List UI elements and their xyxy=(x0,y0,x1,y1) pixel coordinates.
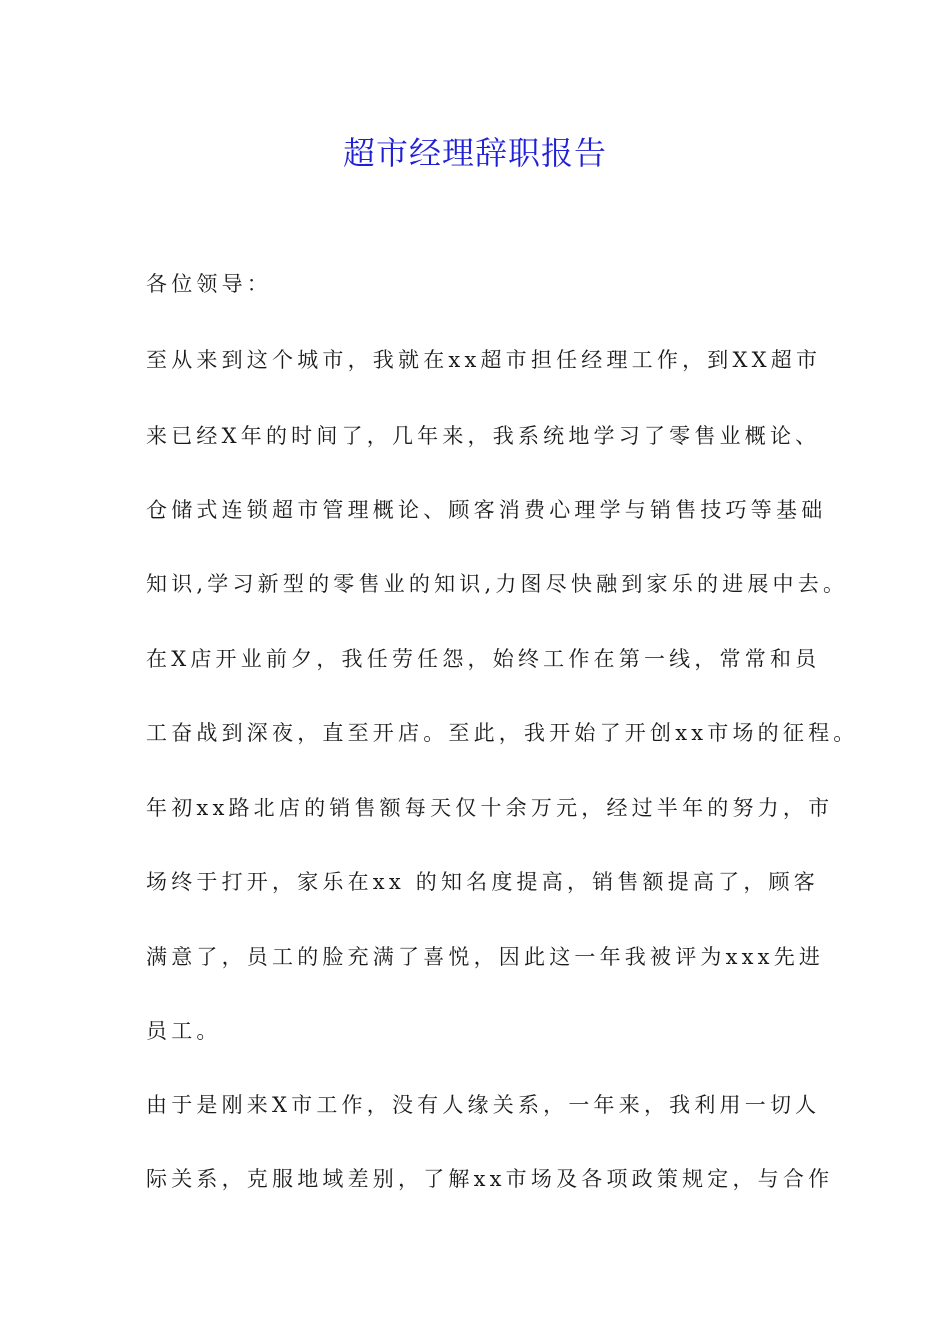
body-line-2: 来已经X年的时间了，几年来，我系统地学习了零售业概论、 xyxy=(146,424,821,448)
body-line-10: 员工。 xyxy=(146,1019,222,1043)
body-line-12: 际关系，克服地域差别，了解xx市场及各项政策规定，与合作 xyxy=(146,1167,834,1191)
body-line-6: 工奋战到深夜，直至开店。至此，我开始了开创xx市场的征程。 xyxy=(146,721,859,745)
body-line-7: 年初xx路北店的销售额每天仅十余万元，经过半年的努力，市 xyxy=(146,796,834,820)
body-line-11: 由于是刚来X市工作，没有人缘关系，一年来，我利用一切人 xyxy=(146,1093,821,1117)
body-line-8: 场终于打开，家乐在xx 的知名度提高，销售额提高了，顾客 xyxy=(146,870,819,894)
body-line-3: 仓储式连锁超市管理概论、顾客消费心理学与销售技巧等基础 xyxy=(146,498,827,522)
body-line-4: 知识,学习新型的零售业的知识,力图尽快融到家乐的进展中去。 xyxy=(146,572,849,596)
body-line-1: 至从来到这个城市，我就在xx超市担任经理工作，到XX超市 xyxy=(146,348,822,372)
salutation: 各位领导： xyxy=(146,272,272,296)
document-title: 超市经理辞职报告 xyxy=(342,134,607,172)
body-line-5: 在X店开业前夕，我任劳任怨，始终工作在第一线，常常和员 xyxy=(146,647,821,671)
body-line-9: 满意了，员工的脸充满了喜悦，因此这一年我被评为xxx先进 xyxy=(146,945,825,969)
